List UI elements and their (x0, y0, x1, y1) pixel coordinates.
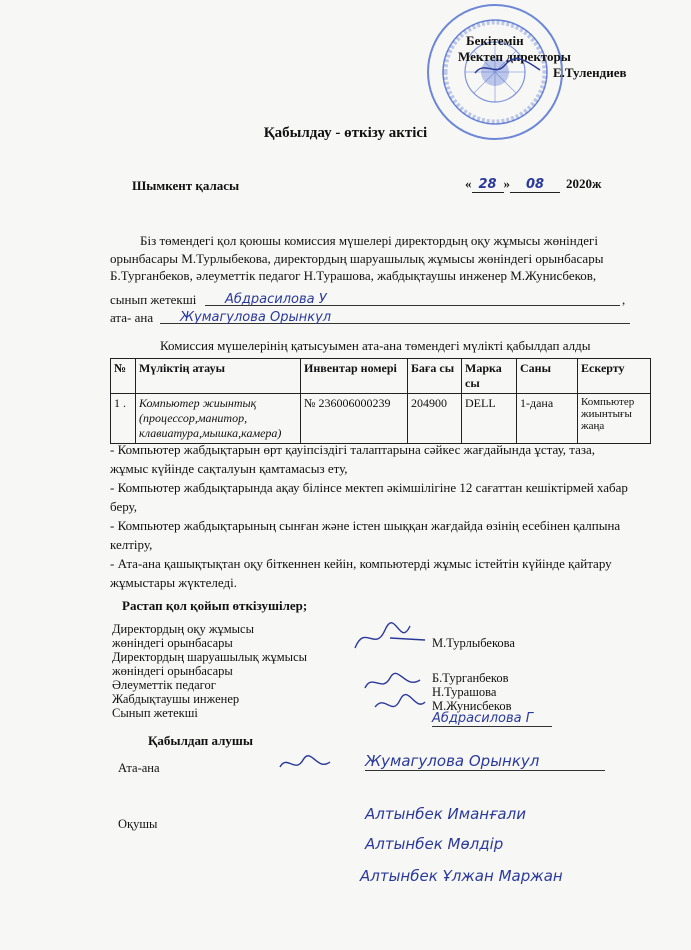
date-year: 2020ж (566, 176, 602, 191)
class-teacher-value: Абдрасилова У (225, 292, 327, 307)
table-header-row (111, 359, 651, 394)
rule-item: - Ата-ана қашықтықтан оқу біткеннен кейін, компьютерді жұмыс істейтін күйінде қайтару жұмыстары жүктеледі. (110, 556, 612, 590)
parent-signature (275, 752, 335, 777)
col-qty: Саны (517, 359, 578, 394)
approval-title: Бекітемін (466, 33, 524, 48)
col-inventory: Инвентар номері (301, 359, 408, 394)
class-teacher-field (205, 290, 620, 306)
signer-name-4: М.Жунисбеков (432, 699, 512, 713)
class-teacher-label: сынып жетекші (110, 292, 197, 307)
cell-brand: DELL (462, 394, 517, 444)
student-signature-1: Алтынбек Иманғали (365, 805, 526, 823)
director-name: Е.Тулендиев (553, 65, 627, 80)
document-title: Қабылдау - өткізу актісі (263, 125, 428, 141)
signers-positions (112, 622, 307, 720)
parent-field (160, 308, 630, 324)
student-signature-3: Алтынбек Ұлжан Маржан (360, 867, 563, 885)
cell-qty: 1-дана (517, 394, 578, 444)
rules-list (110, 440, 635, 592)
cell-note: Компьютер жиынтығы жаңа (578, 394, 651, 444)
parent-signature-name: Жумагулова Орынкул (365, 752, 605, 771)
col-note: Ескерту (578, 359, 651, 394)
class-teacher-comma: , (622, 292, 626, 307)
parent-label: Ата-ана (118, 761, 160, 775)
approval-position: Мектеп директоры (458, 49, 571, 64)
date-mid: » (503, 176, 510, 191)
signer-name-5: Абдрасилова Г (432, 711, 552, 727)
confirm-heading: Растап қол қойып өткізушілер; (122, 598, 308, 613)
col-brand: Марка сы (462, 359, 517, 394)
date-month: 08 (510, 177, 560, 193)
parent-row-label: ата- ана (110, 310, 154, 325)
col-name: Мүліктің атауы (136, 359, 301, 394)
signature-1 (350, 618, 430, 658)
signer-name-1: М.Турлыбекова (432, 636, 515, 650)
parent-value: Жумагулова Орынкул (180, 310, 332, 325)
intro-statement: Комиссия мүшелерінің қатысуымен ата-ана төмендегі мүлікті қабылдап алды (160, 338, 591, 353)
receiver-heading: Қабылдап алушы (148, 733, 254, 748)
parent-row (110, 310, 153, 326)
signer-name-2: Б.Турганбеков (432, 671, 509, 685)
document-date (465, 176, 601, 193)
rule-item: - Компьютер жабдықтарының сынған және істен шыққан жағдайда өзінің есебінен қалпына келтіру, (110, 518, 621, 552)
table-row (111, 394, 651, 444)
signer-position: Сынып жетекші (112, 706, 198, 720)
student-signature-2: Алтынбек Мөлдір (365, 835, 504, 853)
date-open: « (465, 176, 472, 191)
signer-position: жөніндегі орынбасары (112, 636, 233, 650)
signer-position: Әлеуметтік педагог (112, 678, 216, 692)
cell-price: 204900 (408, 394, 462, 444)
signer-position: Директордың оқу жұмысы (112, 622, 254, 636)
cell-inventory: № 236006000239 (301, 394, 408, 444)
director-signature (470, 55, 550, 80)
signer-position: жөніндегі орынбасары (112, 664, 233, 678)
signature-3 (370, 692, 430, 722)
student-label: Оқушы (118, 817, 158, 831)
date-day: 28 (472, 177, 504, 193)
col-number: № (111, 359, 136, 394)
rule-item: - Компьютер жабдықтарында ақау білінсе мектеп әкімшілігіне 12 сағаттан кешіктірмей хабар беру, (110, 480, 628, 514)
class-teacher-row (110, 292, 196, 308)
intro-paragraph: Біз төмендегі қол қоюшы комиссия мүшелері директордың оқу жұмысы жөніндегі орынбасары М.Турлыбекова, директордың шаруашылық жұмысы жөніндегі орынбасары Б.Турганбеков, әлеуметтік педагог Н.Турашова, жабдықтаушы инженер М.Жунисбеков, (110, 233, 604, 283)
city-label: Шымкент қаласы (132, 178, 240, 193)
rule-item: - Компьютер жабдықтарын өрт қауіпсіздігі талаптарына сәйкес жағдайында ұстау, таза, жұмыс күйінде сақталуын қамтамасыз ету, (110, 442, 596, 476)
cell-number: 1 . (111, 394, 136, 444)
signer-name-3: Н.Турашова (432, 685, 497, 699)
property-table (110, 358, 651, 444)
signer-position: Директордың шаруашылық жұмысы (112, 650, 308, 664)
col-price: Баға сы (408, 359, 462, 394)
signer-position: Жабдықтаушы инженер (112, 692, 240, 706)
cell-name: Компьютер жиынтық (процессор,манитор, клавиатура,мышка,камера) (136, 394, 301, 444)
